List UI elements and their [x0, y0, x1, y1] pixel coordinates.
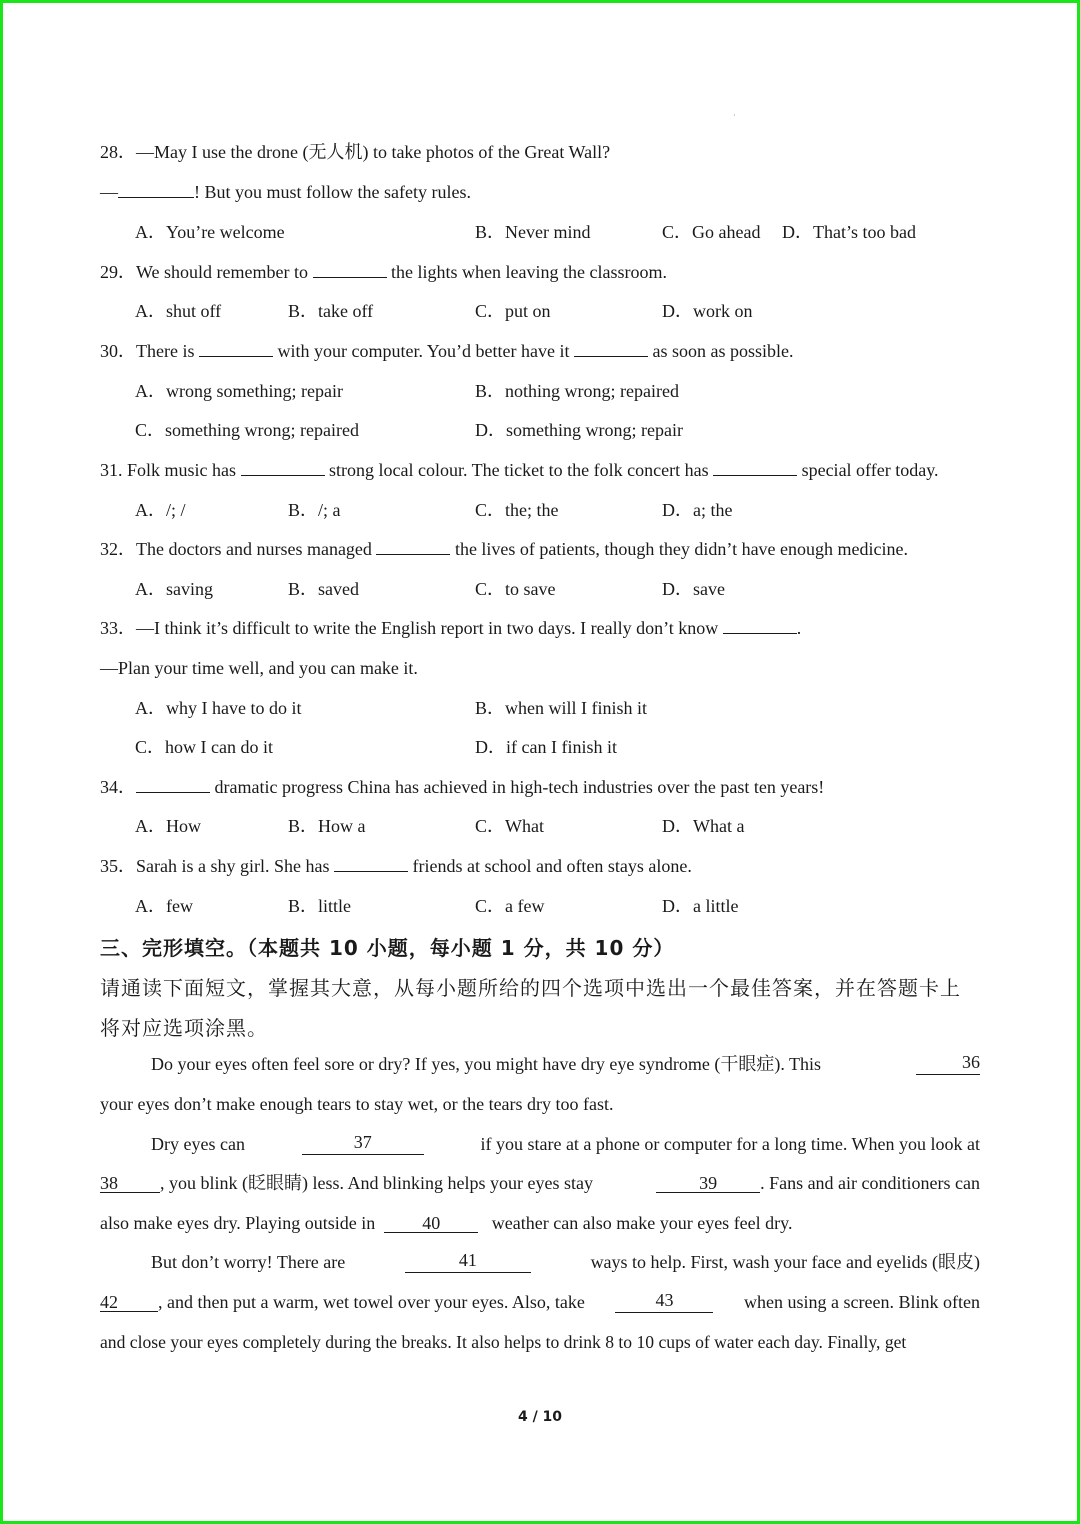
option-31-d: D．a; the	[662, 500, 733, 520]
blank-40: 40	[384, 1214, 478, 1233]
blank-37: 37	[302, 1133, 424, 1155]
blank-39: 39	[656, 1174, 760, 1193]
option-29-b: B．take off	[288, 301, 374, 321]
section-3-instruction-line-1: 请通读下面短文，掌握其大意，从每小题所给的四个选项中选出一个最佳答案，并在答题卡上	[100, 976, 961, 1000]
option-32-d: D．save	[662, 579, 725, 599]
stem-text: 35．Sarah is a shy girl. She has	[100, 856, 334, 876]
option-31-a: A．/; /	[135, 500, 186, 520]
passage-text: , and then put a warm, wet towel over your eyes. Also, take	[158, 1292, 585, 1312]
option-29-d: D．work on	[662, 301, 753, 321]
option-35-d: D．a little	[662, 896, 739, 916]
option-34-d: D．What a	[662, 816, 745, 836]
stem-text: 29．We should remember to	[100, 262, 313, 282]
passage-text: . Fans and air conditioners can	[760, 1173, 980, 1193]
question-32-stem	[100, 538, 908, 560]
option-35-c: C．a few	[475, 896, 545, 916]
option-31-c: C．the; the	[475, 500, 559, 520]
question-33-stem	[100, 617, 801, 639]
option-30-c: C．something wrong; repaired	[135, 420, 359, 440]
stem-text: 30．There is	[100, 341, 199, 361]
section-3-heading: 三、完形填空。（本题共 10 小题，每小题 1 分，共 10 分）	[100, 936, 675, 960]
question-34-stem	[100, 776, 824, 798]
stem-text: strong local colour. The ticket to the folk concert has	[324, 460, 714, 480]
passage-text: weather can also make your eyes feel dry.	[491, 1213, 793, 1233]
stem-text: 32．The doctors and nurses managed	[100, 539, 377, 559]
passage-text: But don’t worry! There are	[151, 1252, 346, 1272]
option-28-d: D．That’s too bad	[782, 222, 916, 242]
passage-p3-line-3: and close your eyes completely during the breaks. It also helps to drink 8 to 10 cups of water each day. Finally, get	[100, 1332, 907, 1352]
answer-blank	[334, 855, 408, 872]
question-28-stem: 28．—May I use the drone (无人机) to take photos of the Great Wall?	[100, 142, 611, 162]
option-34-b: B．How a	[288, 816, 366, 836]
answer-blank	[118, 181, 194, 198]
section-3-instruction-line-2: 将对应选项涂黑。	[100, 1016, 268, 1040]
passage-p1-line-1	[151, 1053, 980, 1075]
scan-mark: ·	[733, 111, 736, 120]
blank-41: 41	[405, 1251, 531, 1273]
option-34-a: A．How	[135, 816, 201, 836]
question-31-stem	[100, 459, 939, 481]
stem-text: dramatic progress China has achieved in high-tech industries over the past ten years!	[210, 777, 825, 797]
option-35-b: B．little	[288, 896, 351, 916]
page-number: 4 / 10	[517, 1409, 563, 1425]
option-28-b: B．Never mind	[475, 222, 591, 242]
passage-text: when using a screen. Blink often	[744, 1292, 980, 1312]
passage-segment	[100, 1172, 593, 1194]
passage-text: Do your eyes often feel sore or dry? If yes, you might have dry eye syndrome (干眼症). This	[151, 1054, 821, 1074]
reply-text: ! But you must follow the safety rules.	[194, 182, 471, 202]
passage-p2-line-1	[151, 1133, 980, 1155]
option-33-d: D．if can I finish it	[475, 737, 617, 757]
option-30-a: A．wrong something; repair	[135, 381, 343, 401]
option-31-b: B．/; a	[288, 500, 341, 520]
option-33-a: A．why I have to do it	[135, 698, 302, 718]
passage-text: Dry eyes can	[151, 1134, 245, 1154]
answer-blank	[241, 459, 325, 476]
stem-text: friends at school and often stays alone.	[407, 856, 692, 876]
passage-text: also make eyes dry. Playing outside in	[100, 1213, 376, 1233]
passage-p3-line-1	[151, 1251, 980, 1273]
stem-text: the lights when leaving the classroom.	[386, 262, 667, 282]
blank-43: 43	[615, 1291, 713, 1313]
option-29-a: A．shut off	[135, 301, 222, 321]
option-30-d: D．something wrong; repair	[475, 420, 683, 440]
option-33-b: B．when will I finish it	[475, 698, 647, 718]
question-33-reply: —Plan your time well, and you can make it.	[100, 658, 418, 678]
answer-blank	[313, 261, 387, 278]
blank-42: 42	[100, 1293, 158, 1312]
stem-text: 34．	[100, 777, 136, 797]
passage-text: ways to help. First, wash your face and eyelids (眼皮)	[590, 1252, 980, 1272]
option-28-a: A．You’re welcome	[135, 222, 285, 242]
option-32-c: C．to save	[475, 579, 556, 599]
passage-segment	[656, 1172, 980, 1194]
answer-blank	[376, 538, 450, 555]
option-28-c: C．Go ahead	[662, 222, 761, 242]
stem-text: the lives of patients, though they didn’t have enough medicine.	[450, 539, 909, 559]
blank-36: 36	[916, 1053, 980, 1075]
question-28-reply	[100, 181, 471, 203]
answer-blank	[723, 617, 797, 634]
question-35-stem	[100, 855, 692, 877]
blank-38: 38	[100, 1174, 160, 1193]
option-34-c: C．What	[475, 816, 544, 836]
answer-blank	[713, 459, 797, 476]
passage-segment	[100, 1291, 585, 1313]
answer-blank	[136, 776, 210, 793]
option-35-a: A．few	[135, 896, 193, 916]
stem-text: 33．—I think it’s difficult to write the English report in two days. I really don’t know	[100, 618, 723, 638]
passage-p2-line-3	[100, 1212, 793, 1234]
stem-text: as soon as possible.	[647, 341, 794, 361]
option-32-a: A．saving	[135, 579, 213, 599]
passage-p3-line-2	[100, 1291, 980, 1313]
option-30-b: B．nothing wrong; repaired	[475, 381, 679, 401]
passage-text: if you stare at a phone or computer for a long time. When you look at	[480, 1134, 980, 1154]
answer-blank	[199, 340, 273, 357]
stem-text: with your computer. You’d better have it	[272, 341, 574, 361]
option-33-c: C．how I can do it	[135, 737, 273, 757]
stem-text: .	[796, 618, 802, 638]
passage-p1-line-2: your eyes don’t make enough tears to stay wet, or the tears dry too fast.	[100, 1094, 614, 1114]
question-29-stem	[100, 261, 667, 283]
option-29-c: C．put on	[475, 301, 551, 321]
passage-p2-line-2	[100, 1172, 980, 1194]
stem-text: special offer today.	[797, 460, 939, 480]
question-30-stem	[100, 340, 793, 362]
stem-text: 31. Folk music has	[100, 460, 241, 480]
passage-text: , you blink (眨眼睛) less. And blinking helps your eyes stay	[160, 1173, 593, 1193]
reply-dash: —	[100, 182, 118, 202]
option-32-b: B．saved	[288, 579, 359, 599]
answer-blank	[574, 340, 648, 357]
